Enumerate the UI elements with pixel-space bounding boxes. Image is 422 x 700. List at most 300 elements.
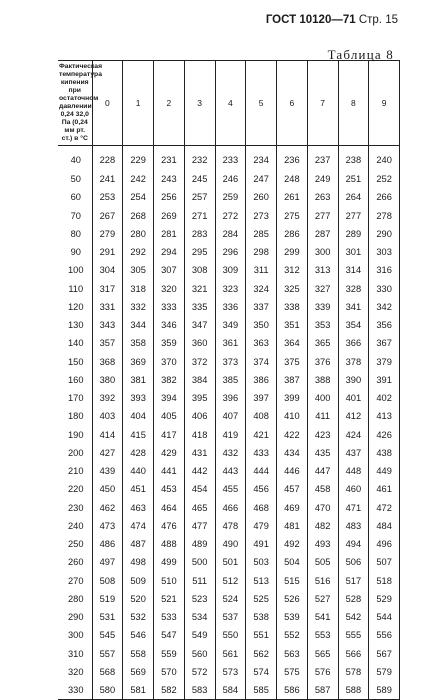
temperature-cell: 70: [58, 207, 92, 225]
value-cell: 338: [277, 298, 308, 316]
temperature-cell: 290: [58, 608, 92, 626]
table-row: [58, 261, 400, 279]
value-cell: 432: [215, 444, 246, 462]
value-cell: 516: [307, 572, 338, 590]
value-cell: 563: [277, 645, 308, 663]
table-row: [58, 480, 400, 498]
value-cell: 426: [369, 426, 400, 444]
value-cell: 527: [307, 590, 338, 608]
temperature-cell: 270: [58, 572, 92, 590]
value-cell: 318: [123, 280, 154, 298]
value-cell: 382: [154, 371, 185, 389]
value-cell: 444: [246, 462, 277, 480]
value-cell: 285: [246, 225, 277, 243]
value-cell: 580: [92, 681, 123, 700]
value-cell: 388: [307, 371, 338, 389]
value-cell: 446: [277, 462, 308, 480]
value-cell: 473: [92, 517, 123, 535]
value-cell: 465: [184, 499, 215, 517]
value-cell: 275: [277, 207, 308, 225]
value-cell: 509: [123, 572, 154, 590]
value-cell: 552: [277, 626, 308, 644]
value-cell: 479: [246, 517, 277, 535]
temperature-cell: 190: [58, 426, 92, 444]
temperature-cell: 130: [58, 316, 92, 334]
column-header: 9: [369, 61, 400, 146]
table-row: [58, 146, 400, 171]
value-cell: 557: [92, 645, 123, 663]
value-cell: 483: [338, 517, 369, 535]
temperature-cell: 300: [58, 626, 92, 644]
temperature-cell: 230: [58, 499, 92, 517]
value-cell: 560: [184, 645, 215, 663]
value-cell: 249: [307, 170, 338, 188]
value-cell: 242: [123, 170, 154, 188]
value-cell: 559: [154, 645, 185, 663]
value-cell: 283: [184, 225, 215, 243]
value-cell: 546: [123, 626, 154, 644]
value-cell: 396: [215, 389, 246, 407]
value-cell: 267: [92, 207, 123, 225]
value-cell: 501: [215, 553, 246, 571]
value-cell: 457: [277, 480, 308, 498]
table-row: [58, 572, 400, 590]
value-cell: 367: [369, 334, 400, 352]
value-cell: 363: [246, 334, 277, 352]
value-cell: 586: [277, 681, 308, 700]
column-header: 5: [246, 61, 277, 146]
value-cell: 313: [307, 261, 338, 279]
value-cell: 347: [184, 316, 215, 334]
value-cell: 312: [277, 261, 308, 279]
temperature-cell: 120: [58, 298, 92, 316]
value-cell: 443: [215, 462, 246, 480]
value-cell: 257: [184, 188, 215, 206]
value-cell: 506: [338, 553, 369, 571]
value-cell: 333: [154, 298, 185, 316]
page-number: Стр. 15: [358, 14, 398, 26]
value-cell: 228: [92, 146, 123, 171]
value-cell: 442: [184, 462, 215, 480]
value-cell: 468: [246, 499, 277, 517]
value-cell: 541: [307, 608, 338, 626]
value-cell: 454: [184, 480, 215, 498]
value-cell: 547: [154, 626, 185, 644]
value-cell: 373: [215, 353, 246, 371]
value-cell: 339: [307, 298, 338, 316]
value-cell: 568: [92, 663, 123, 681]
value-cell: 402: [369, 389, 400, 407]
value-cell: 434: [277, 444, 308, 462]
temperature-cell: 330: [58, 681, 92, 700]
value-cell: 529: [369, 590, 400, 608]
value-cell: 588: [338, 681, 369, 700]
value-cell: 505: [307, 553, 338, 571]
value-cell: 384: [184, 371, 215, 389]
column-header: 1: [123, 61, 154, 146]
temperature-cell: 260: [58, 553, 92, 571]
value-cell: 513: [246, 572, 277, 590]
value-cell: 478: [215, 517, 246, 535]
value-cell: 317: [92, 280, 123, 298]
value-cell: 413: [369, 407, 400, 425]
value-cell: 415: [123, 426, 154, 444]
value-cell: 261: [277, 188, 308, 206]
value-cell: 399: [277, 389, 308, 407]
table-row: [58, 663, 400, 681]
temperature-cell: 60: [58, 188, 92, 206]
value-cell: 531: [92, 608, 123, 626]
value-cell: 484: [369, 517, 400, 535]
value-cell: 350: [246, 316, 277, 334]
temperature-cell: 180: [58, 407, 92, 425]
value-cell: 337: [246, 298, 277, 316]
value-cell: 357: [92, 334, 123, 352]
value-cell: 325: [277, 280, 308, 298]
value-cell: 572: [184, 663, 215, 681]
value-cell: 280: [123, 225, 154, 243]
value-cell: 494: [338, 535, 369, 553]
table-row: [58, 626, 400, 644]
value-cell: 427: [92, 444, 123, 462]
value-cell: 330: [369, 280, 400, 298]
temperature-cell: 200: [58, 444, 92, 462]
value-cell: 482: [307, 517, 338, 535]
value-cell: 410: [277, 407, 308, 425]
table-row: [58, 462, 400, 480]
value-cell: 521: [154, 590, 185, 608]
value-cell: 575: [277, 663, 308, 681]
value-cell: 585: [246, 681, 277, 700]
value-cell: 370: [154, 353, 185, 371]
column-header: 2: [154, 61, 185, 146]
running-header: [266, 14, 398, 26]
temperature-cell: 210: [58, 462, 92, 480]
value-cell: 299: [277, 243, 308, 261]
table-row: [58, 535, 400, 553]
value-cell: 231: [154, 146, 185, 171]
value-cell: 406: [184, 407, 215, 425]
value-cell: 511: [184, 572, 215, 590]
value-cell: 277: [338, 207, 369, 225]
value-cell: 503: [246, 553, 277, 571]
temperature-cell: 310: [58, 645, 92, 663]
value-cell: 587: [307, 681, 338, 700]
value-cell: 277: [307, 207, 338, 225]
value-cell: 395: [184, 389, 215, 407]
temperature-cell: 220: [58, 480, 92, 498]
value-cell: 327: [307, 280, 338, 298]
value-cell: 471: [338, 499, 369, 517]
value-cell: 259: [215, 188, 246, 206]
table-row: [58, 371, 400, 389]
value-cell: 379: [369, 353, 400, 371]
value-cell: 400: [307, 389, 338, 407]
table-row: [58, 316, 400, 334]
value-cell: 344: [123, 316, 154, 334]
value-cell: 260: [246, 188, 277, 206]
value-cell: 520: [123, 590, 154, 608]
value-cell: 510: [154, 572, 185, 590]
value-cell: 387: [277, 371, 308, 389]
standard-number: ГОСТ 10120—71: [265, 14, 356, 26]
value-cell: 298: [246, 243, 277, 261]
value-cell: 305: [123, 261, 154, 279]
value-cell: 268: [123, 207, 154, 225]
value-cell: 569: [123, 663, 154, 681]
value-cell: 433: [246, 444, 277, 462]
value-cell: 556: [369, 626, 400, 644]
boiling-point-table: [58, 60, 400, 700]
value-cell: 461: [369, 480, 400, 498]
value-cell: 550: [215, 626, 246, 644]
value-cell: 581: [123, 681, 154, 700]
value-cell: 567: [369, 645, 400, 663]
table-row: [58, 188, 400, 206]
value-cell: 411: [307, 407, 338, 425]
value-cell: 392: [92, 389, 123, 407]
value-cell: 562: [246, 645, 277, 663]
value-cell: 538: [246, 608, 277, 626]
value-cell: 545: [92, 626, 123, 644]
table-caption: Таблица 8: [327, 47, 394, 62]
value-cell: 472: [369, 499, 400, 517]
temperature-cell: 240: [58, 517, 92, 535]
table-row: [58, 243, 400, 261]
value-cell: 390: [338, 371, 369, 389]
row-header-cell: Фактическая температура кипения при остаточном давлении 0,24 32,0 Па (0,24 мм рт. ст.) в °С: [58, 61, 92, 146]
value-cell: 555: [338, 626, 369, 644]
value-cell: 361: [215, 334, 246, 352]
value-cell: 490: [215, 535, 246, 553]
table-row: [58, 553, 400, 571]
value-cell: 343: [92, 316, 123, 334]
temperature-cell: 90: [58, 243, 92, 261]
value-cell: 311: [246, 261, 277, 279]
value-cell: 291: [92, 243, 123, 261]
value-cell: 294: [154, 243, 185, 261]
table-row: [58, 608, 400, 626]
value-cell: 372: [184, 353, 215, 371]
value-cell: 500: [184, 553, 215, 571]
value-cell: 565: [307, 645, 338, 663]
value-cell: 578: [338, 663, 369, 681]
table-row: [58, 426, 400, 444]
value-cell: 254: [123, 188, 154, 206]
value-cell: 558: [123, 645, 154, 663]
value-cell: 458: [307, 480, 338, 498]
value-cell: 487: [123, 535, 154, 553]
value-cell: 266: [369, 188, 400, 206]
temperature-cell: 110: [58, 280, 92, 298]
value-cell: 234: [246, 146, 277, 171]
value-cell: 247: [246, 170, 277, 188]
value-cell: 290: [369, 225, 400, 243]
value-cell: 469: [277, 499, 308, 517]
value-cell: 447: [307, 462, 338, 480]
value-cell: 533: [154, 608, 185, 626]
value-cell: 368: [92, 353, 123, 371]
value-cell: 308: [184, 261, 215, 279]
value-cell: 324: [246, 280, 277, 298]
value-cell: 374: [246, 353, 277, 371]
value-cell: 574: [246, 663, 277, 681]
value-cell: 417: [154, 426, 185, 444]
value-cell: 295: [184, 243, 215, 261]
value-cell: 453: [154, 480, 185, 498]
value-cell: 499: [154, 553, 185, 571]
value-cell: 401: [338, 389, 369, 407]
value-cell: 364: [277, 334, 308, 352]
table-body: [58, 146, 400, 700]
value-cell: 435: [307, 444, 338, 462]
value-cell: 375: [277, 353, 308, 371]
value-cell: 424: [338, 426, 369, 444]
value-cell: 464: [154, 499, 185, 517]
value-cell: 378: [338, 353, 369, 371]
value-cell: 238: [338, 146, 369, 171]
value-cell: 589: [369, 681, 400, 700]
value-cell: 304: [92, 261, 123, 279]
value-cell: 278: [369, 207, 400, 225]
value-cell: 233: [215, 146, 246, 171]
value-cell: 381: [123, 371, 154, 389]
value-cell: 335: [184, 298, 215, 316]
value-cell: 263: [307, 188, 338, 206]
value-cell: 316: [369, 261, 400, 279]
value-cell: 460: [338, 480, 369, 498]
value-cell: 492: [277, 535, 308, 553]
value-cell: 366: [338, 334, 369, 352]
value-cell: 404: [123, 407, 154, 425]
table-row: [58, 389, 400, 407]
value-cell: 407: [215, 407, 246, 425]
value-cell: 429: [154, 444, 185, 462]
value-cell: 489: [184, 535, 215, 553]
value-cell: 553: [307, 626, 338, 644]
value-cell: 264: [338, 188, 369, 206]
value-cell: 491: [246, 535, 277, 553]
table-row: [58, 590, 400, 608]
value-cell: 508: [92, 572, 123, 590]
table-row: [58, 681, 400, 700]
value-cell: 403: [92, 407, 123, 425]
value-cell: 496: [369, 535, 400, 553]
value-cell: 269: [154, 207, 185, 225]
value-cell: 356: [369, 316, 400, 334]
value-cell: 576: [307, 663, 338, 681]
value-cell: 539: [277, 608, 308, 626]
temperature-cell: 150: [58, 353, 92, 371]
value-cell: 320: [154, 280, 185, 298]
value-cell: 303: [369, 243, 400, 261]
value-cell: 532: [123, 608, 154, 626]
column-header: 3: [184, 61, 215, 146]
value-cell: 449: [369, 462, 400, 480]
value-cell: 272: [215, 207, 246, 225]
value-cell: 421: [246, 426, 277, 444]
value-cell: 229: [123, 146, 154, 171]
value-cell: 273: [246, 207, 277, 225]
table-row: [58, 170, 400, 188]
value-cell: 331: [92, 298, 123, 316]
value-cell: 301: [338, 243, 369, 261]
value-cell: 582: [154, 681, 185, 700]
temperature-cell: 40: [58, 146, 92, 171]
value-cell: 309: [215, 261, 246, 279]
value-cell: 466: [215, 499, 246, 517]
value-cell: 336: [215, 298, 246, 316]
temperature-cell: 160: [58, 371, 92, 389]
table-row: [58, 499, 400, 517]
value-cell: 570: [154, 663, 185, 681]
value-cell: 477: [184, 517, 215, 535]
value-cell: 419: [215, 426, 246, 444]
value-cell: 237: [307, 146, 338, 171]
table-row: [58, 298, 400, 316]
value-cell: 351: [277, 316, 308, 334]
value-cell: 437: [338, 444, 369, 462]
table-row: [58, 334, 400, 352]
value-cell: 498: [123, 553, 154, 571]
table-row: [58, 407, 400, 425]
column-header: 6: [277, 61, 308, 146]
table-row: [58, 645, 400, 663]
value-cell: 470: [307, 499, 338, 517]
value-cell: 507: [369, 553, 400, 571]
value-cell: 359: [154, 334, 185, 352]
value-cell: 332: [123, 298, 154, 316]
value-cell: 542: [338, 608, 369, 626]
value-cell: 549: [184, 626, 215, 644]
value-cell: 534: [184, 608, 215, 626]
table-row: [58, 207, 400, 225]
value-cell: 481: [277, 517, 308, 535]
temperature-cell: 320: [58, 663, 92, 681]
value-cell: 566: [338, 645, 369, 663]
value-cell: 287: [307, 225, 338, 243]
value-cell: 431: [184, 444, 215, 462]
value-cell: 376: [307, 353, 338, 371]
value-cell: 256: [154, 188, 185, 206]
value-cell: 414: [92, 426, 123, 444]
value-cell: 289: [338, 225, 369, 243]
table-header-row: [58, 61, 400, 146]
value-cell: 360: [184, 334, 215, 352]
value-cell: 232: [184, 146, 215, 171]
table-row: [58, 225, 400, 243]
value-cell: 353: [307, 316, 338, 334]
value-cell: 450: [92, 480, 123, 498]
value-cell: 423: [307, 426, 338, 444]
value-cell: 358: [123, 334, 154, 352]
value-cell: 493: [307, 535, 338, 553]
value-cell: 380: [92, 371, 123, 389]
value-cell: 439: [92, 462, 123, 480]
value-cell: 349: [215, 316, 246, 334]
temperature-cell: 170: [58, 389, 92, 407]
value-cell: 386: [246, 371, 277, 389]
value-cell: 328: [338, 280, 369, 298]
value-cell: 537: [215, 608, 246, 626]
value-cell: 253: [92, 188, 123, 206]
value-cell: 526: [277, 590, 308, 608]
value-cell: 292: [123, 243, 154, 261]
value-cell: 279: [92, 225, 123, 243]
value-cell: 441: [154, 462, 185, 480]
table-row: [58, 517, 400, 535]
column-header: 7: [307, 61, 338, 146]
